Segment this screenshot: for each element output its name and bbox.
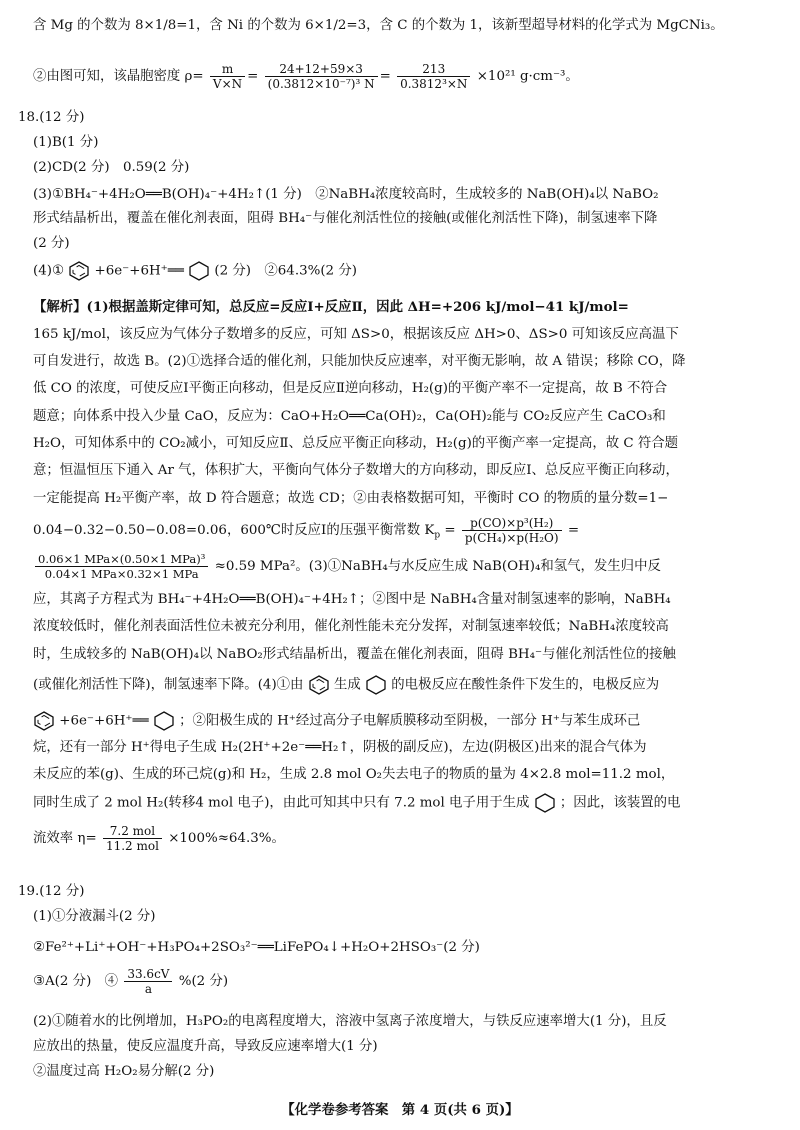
fraction-denominator: 0.04×1 MPa×0.32×1 MPa <box>44 567 199 581</box>
fraction <box>265 62 378 91</box>
text-segment: 【解析】(1)根据盖斯定律可知，总反应=反应Ⅰ+反应Ⅱ，因此 ΔH=+206 kJ/mol−41 kJ/mol= <box>33 299 629 315</box>
text-segment: +6e⁻+6H⁺══ <box>94 263 184 279</box>
fraction-denominator: V×N <box>212 77 243 91</box>
text-segment: (或催化剂活性下降)，制氢速率下降。(4)①由 <box>33 677 304 693</box>
text-line: 烷，还有一部分 H⁺得电子生成 H₂(2H⁺+2e⁻══H₂↑，阴极的副反应)，左边(阴极区)出来的混合气体为 <box>33 740 647 755</box>
text-line <box>33 966 773 998</box>
fraction-denominator: (0.3812×10⁻⁷)³ N <box>267 77 375 91</box>
text-line: (2 分) <box>33 236 70 251</box>
fraction <box>35 552 208 581</box>
text-line: (2)CD(2 分) 0.59(2 分) <box>33 160 190 175</box>
text-line: 意；恒温恒压下通入 Ar 气，体积扩大，平衡向气体分子数增大的方向移动，即反应Ⅰ、总反应平衡正向移动， <box>33 463 679 478</box>
text-line: 一定能提高 H₂平衡产率，故 D 符合题意；故选 CD；②由表格数据可知，平衡时 CO 的物质的量分数=1− <box>33 491 669 506</box>
cyclohexane-ring-icon <box>365 675 387 695</box>
text-line <box>33 675 773 696</box>
fraction-denominator: 0.3812³×N <box>400 77 468 91</box>
text-segment: %(2 分) <box>178 974 229 989</box>
text-line: 低 CO 的浓度，可使反应Ⅰ平衡正向移动，但是反应Ⅱ逆向移动，H₂(g)的平衡产率不一定提高，故 B 不符合 <box>33 381 668 396</box>
text-segment: ；因此，该装置的电 <box>559 795 681 811</box>
text-segment: 0.04−0.32−0.50−0.08=0.06，600℃时反应Ⅰ的压强平衡常数 K <box>33 523 435 538</box>
text-line: 含 Mg 的个数为 8×1/8=1，含 Ni 的个数为 6×1/2=3，含 C 的个数为 1，该新型超导材料的化学式为 MgCNi₃。 <box>33 18 724 33</box>
text-line: 题意；向体系中投入少量 CaO，反应为：CaO+H₂O══Ca(OH)₂，Ca(OH)₂能与 CO₂反应产生 CaCO₃和 <box>33 409 666 424</box>
fraction <box>397 62 470 91</box>
fraction-numerator: 7.2 mol <box>103 824 162 839</box>
text-line: (1)①分液漏斗(2 分) <box>33 909 156 924</box>
density-formula-line: ②由图可知，该晶胞密度 ρ= $\frac{m}{V\times N}$ = $\frac{24+12+59\times 3}{\text{(0.3812×10⁻⁷)³ N}}$ = $\frac{213}{\text{0.3812³×N}}$ ×10²¹ g·cm⁻³。 <box>33 62 579 91</box>
electrode-reaction-line <box>33 261 773 282</box>
benzene-ring-icon <box>308 675 330 695</box>
text-line <box>33 711 773 732</box>
text-line: 应，其离子方程式为 BH₄⁻+4H₂O══B(OH)₄⁻+4H₂↑；②图中是 NaBH₄含量对制氢速率的影响，NaBH₄ <box>33 592 671 607</box>
question-number: 19.(12 分) <box>18 884 85 899</box>
fraction-numerator: 24+12+59×3 <box>265 62 378 77</box>
page-footer: 【化学卷参考答案 第 4 页(共 6 页)】 <box>281 1102 519 1118</box>
text-line: 形式结晶析出，覆盖在催化剂表面，阻碍 BH₄⁻与催化剂活性位的接触(或催化剂活性下降)，制氢速率下降 <box>33 211 658 226</box>
text-segment: ③A(2 分) ④ <box>33 974 119 989</box>
fraction-numerator: 0.06×1 MPa×(0.50×1 MPa)³ <box>35 552 208 567</box>
text-segment: (4)① <box>33 263 64 279</box>
fraction-numerator: m <box>210 62 245 77</box>
text-segment: ×100%≈64.3%。 <box>168 831 285 846</box>
kp-value-line <box>33 552 773 582</box>
fraction-numerator: 213 <box>397 62 470 77</box>
text-line: 可自发进行，故选 B。(2)①选择合适的催化剂，只能加快反应速率，对平衡无影响，故 A 错误；移除 CO，降 <box>33 354 686 369</box>
text-line: ②Fe²⁺+Li⁺+OH⁻+H₃PO₄+2SO₃²⁻══LiFePO₄↓+H₂O+2HSO₃⁻(2 分) <box>33 940 480 955</box>
text-segment: = <box>567 523 580 538</box>
fraction <box>124 967 172 996</box>
benzene-ring-icon <box>33 711 55 731</box>
text-line: 未反应的苯(g)、生成的环己烷(g)和 H₂，生成 2.8 mol O₂失去电子的物质的量为 4×2.8 mol=11.2 mol， <box>33 767 675 782</box>
text-segment: ②由图可知，该晶胞密度 ρ= <box>33 69 204 84</box>
text-line: 浓度较低时，催化剂表面活性位未被充分利用，催化剂性能未充分发挥，对制氢速率较低；NaBH₄浓度较高 <box>33 619 669 634</box>
text-segment: ；②阳极生成的 H⁺经过高分子电解质膜移动至阴极，一部分 H⁺与苯生成环己 <box>179 713 641 729</box>
text-line: H₂O，可知体系中的 CO₂减小，可知反应Ⅱ、总反应平衡正向移动，H₂(g)的平衡产率一定提高，故 C 符合题 <box>33 436 679 451</box>
cyclohexane-ring-icon <box>534 793 556 813</box>
text-segment: ≈0.59 MPa²。(3)①NaBH₄与水反应生成 NaB(OH)₄和氢气，发生归中反 <box>214 559 661 574</box>
fraction-denominator: 11.2 mol <box>105 839 159 853</box>
fraction <box>103 824 162 853</box>
text-line: (3)①BH₄⁻+4H₂O══B(OH)₄⁻+4H₂↑(1 分) ②NaBH₄浓度较高时，生成较多的 NaB(OH)₄以 NaBO₂ <box>33 187 659 202</box>
text-segment: +6e⁻+6H⁺══ <box>59 713 149 729</box>
text-line: (1)B(1 分) <box>33 135 99 150</box>
text-segment: ×10²¹ g·cm⁻³。 <box>476 69 579 84</box>
efficiency-formula-line <box>33 823 773 855</box>
text-line <box>33 793 773 814</box>
analysis-line <box>33 297 773 318</box>
kp-formula-line: 0.04−0.32−0.50−0.08=0.06，600℃时反应Ⅰ的压强平衡常数 $K_p$ = $\frac{\text{p(CO)×p³(H₂)}}{\text{p(CH₄)×p(H₂O)}}$ = <box>33 516 580 545</box>
text-segment: 同时生成了 2 mol H₂(转移4 mol 电子)，由此可知其中只有 7.2 mol 电子用于生成 <box>33 795 530 811</box>
question-number: 18.(12 分) <box>18 110 85 125</box>
fraction <box>462 516 562 545</box>
text-segment: 的电极反应在酸性条件下发生的，电极反应为 <box>391 677 660 693</box>
text-line: 应放出的热量，使反应温度升高，导致反应速率增大(1 分) <box>33 1039 378 1054</box>
cyclohexane-ring-icon <box>188 261 210 281</box>
fraction-numerator: p(CO)×p³(H₂) <box>462 516 562 531</box>
text-segment: 生成 <box>333 677 361 693</box>
fraction <box>210 62 245 91</box>
text-line: 时，生成较多的 NaB(OH)₄以 NaBO₂形式结晶析出，覆盖在催化剂表面，阻碍 BH₄⁻与催化剂活性位的接触 <box>33 647 676 662</box>
text-line: (2)①随着水的比例增加，H₃PO₂的电离程度增大，溶液中氢离子浓度增大，与铁反应速率增大(1 分)，且反 <box>33 1014 667 1029</box>
text-segment: (2 分) ②64.3%(2 分) <box>214 263 357 279</box>
fraction-numerator: 33.6cV <box>124 967 172 982</box>
benzene-ring-icon <box>68 261 90 281</box>
text-segment: 流效率 η= <box>33 831 97 846</box>
cyclohexane-ring-icon <box>153 711 175 731</box>
fraction-denominator: a <box>144 982 152 996</box>
text-line: 165 kJ/mol，该反应为气体分子数增多的反应，可知 ΔS>0，根据该反应 ΔH>0、ΔS>0 可知该反应高温下 <box>33 327 679 342</box>
fraction-denominator: p(CH₄)×p(H₂O) <box>464 531 559 545</box>
text-line: ②温度过高 H₂O₂易分解(2 分) <box>33 1064 215 1079</box>
